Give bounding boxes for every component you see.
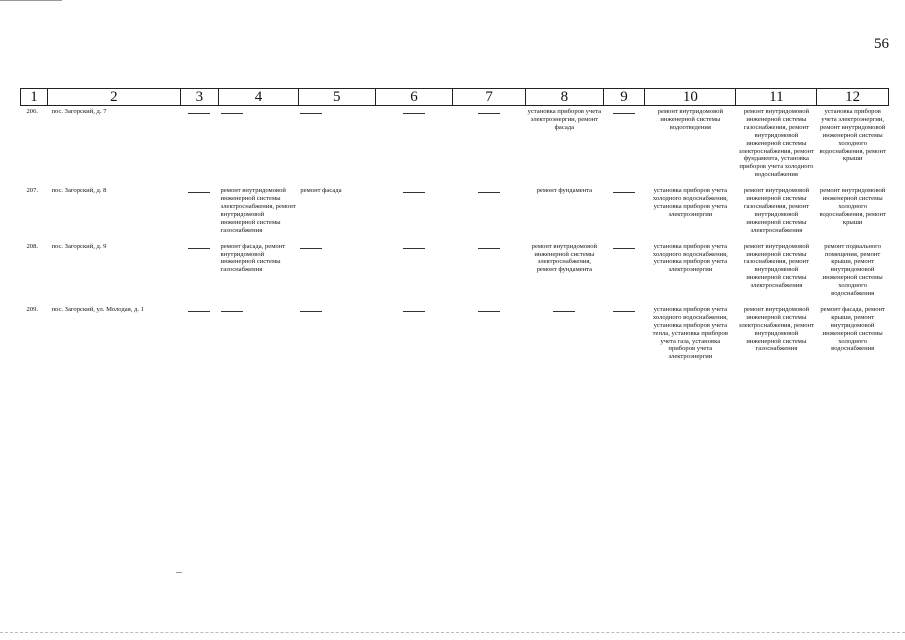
dash-mark bbox=[403, 192, 425, 193]
dash-mark bbox=[478, 248, 500, 249]
column-header-1: 1 bbox=[21, 89, 48, 106]
empty-cell bbox=[298, 304, 375, 367]
column-header-11: 11 bbox=[736, 89, 817, 106]
dash-mark bbox=[478, 113, 500, 114]
empty-cell bbox=[453, 106, 526, 186]
address-cell: пос. Загорский, ул. Молодая, д. 1 bbox=[51, 305, 144, 313]
empty-cell bbox=[453, 304, 526, 367]
work-cell: ремонт внутридомовой инженерной системы водоотведения bbox=[657, 108, 724, 131]
empty-cell bbox=[180, 185, 218, 240]
row-number: 206. bbox=[26, 108, 39, 115]
dash-mark bbox=[478, 311, 500, 312]
dash-mark bbox=[188, 192, 210, 193]
column-header-6: 6 bbox=[375, 89, 453, 106]
column-header-10: 10 bbox=[645, 89, 736, 106]
empty-cell bbox=[219, 106, 299, 186]
dash-mark bbox=[478, 192, 500, 193]
dash-mark bbox=[188, 113, 210, 114]
work-cell: ремонт фасада bbox=[300, 187, 342, 195]
table-row bbox=[21, 185, 889, 240]
column-header-8: 8 bbox=[525, 89, 603, 106]
row-number: 209. bbox=[26, 305, 39, 313]
empty-cell bbox=[375, 304, 453, 367]
dash-mark bbox=[300, 311, 322, 312]
address-cell: пос. Загорский, д. 7 bbox=[51, 108, 107, 115]
empty-cell bbox=[603, 106, 644, 186]
dash-mark bbox=[221, 311, 243, 312]
empty-cell bbox=[453, 185, 526, 240]
column-header-3: 3 bbox=[180, 89, 218, 106]
empty-cell bbox=[375, 185, 453, 240]
empty-cell bbox=[375, 106, 453, 186]
work-cell: ремонт внутридомовой инженерной системы холодного водоснабжения, ремонт крыши bbox=[819, 187, 886, 226]
dash-mark bbox=[613, 113, 635, 114]
top-rule bbox=[0, 0, 62, 1]
work-cell: ремонт внутридомовой инженерной системы газоснабжения, ремонт внутридомовой инженерной системы электроснабжения bbox=[743, 242, 810, 290]
empty-cell bbox=[603, 241, 644, 304]
column-header-7: 7 bbox=[453, 89, 526, 106]
empty-cell bbox=[219, 304, 299, 367]
empty-cell bbox=[603, 185, 644, 240]
dash-mark bbox=[221, 113, 243, 114]
column-header-2: 2 bbox=[47, 89, 180, 106]
dash-mark bbox=[403, 248, 425, 249]
empty-cell bbox=[453, 241, 526, 304]
dash-mark bbox=[613, 192, 635, 193]
empty-cell bbox=[375, 241, 453, 304]
bottom-rule bbox=[0, 632, 905, 633]
empty-cell bbox=[525, 304, 603, 367]
dash-mark bbox=[403, 113, 425, 114]
work-cell: ремонт внутридомовой инженерной системы электроснабжения, ремонт внутридомовой инженерной системы газоснабжения bbox=[738, 305, 814, 353]
dash-mark bbox=[300, 248, 322, 249]
work-cell: ремонт внутридомовой инженерной системы газоснабжения, ремонт внутридомовой инженерной системы электроснабжения, ремонт фундамента, установка приборов учета холодного водоснабжения bbox=[738, 108, 814, 179]
work-cell: ремонт фундамента bbox=[536, 187, 593, 195]
work-cell: ремонт фасада, ремонт внутридомовой инженерной системы газоснабжения bbox=[220, 242, 286, 274]
empty-cell bbox=[298, 241, 375, 304]
work-cell: ремонт внутридомовой инженерной системы электроснабжения, ремонт фундамента bbox=[531, 242, 598, 274]
work-cell: установка приборов учета холодного водоснабжения, установка приборов учета электроэнергии bbox=[652, 242, 728, 274]
column-header-12: 12 bbox=[817, 89, 889, 106]
table-row bbox=[21, 304, 889, 367]
column-header-5: 5 bbox=[298, 89, 375, 106]
empty-cell bbox=[603, 304, 644, 367]
works-table bbox=[20, 88, 889, 367]
work-cell: установка приборов учета электроэнергии, ремонт фасада bbox=[527, 108, 602, 131]
dash-mark bbox=[613, 248, 635, 249]
work-cell: ремонт внутридомовой инженерной системы электроснабжения, ремонт внутридомовой инженерной системы газоснабжения bbox=[220, 187, 296, 234]
work-cell: установка приборов учета холодного водоснабжения, установка приборов учета тепла, установка приборов учета газа, установка приборов учета электроэнергии bbox=[652, 305, 728, 361]
work-cell: установка приборов учета электроэнергии, ремонт внутридомовой инженерной системы холодного водоснабжения, ремонт крыши bbox=[819, 108, 886, 163]
work-cell: ремонт фасада, ремонт крыши, ремонт внутридомовой инженерной системы холодного водоснабжения bbox=[820, 305, 885, 353]
work-cell: ремонт подвального помещения, ремонт крыши, ремонт внутридомовой инженерной системы холодного водоснабжения bbox=[822, 242, 883, 298]
header-row bbox=[21, 89, 889, 106]
dash-mark bbox=[188, 248, 210, 249]
empty-cell bbox=[298, 106, 375, 186]
dash-mark bbox=[613, 311, 635, 312]
column-header-9: 9 bbox=[603, 89, 644, 106]
row-number: 208. bbox=[26, 242, 39, 250]
empty-cell bbox=[180, 106, 218, 186]
dash-mark bbox=[403, 311, 425, 312]
table-row bbox=[21, 106, 889, 186]
work-cell: установка приборов учета холодного водоснабжения, установка приборов учета электроэнергии bbox=[652, 187, 728, 218]
page-number: 56 bbox=[874, 36, 889, 52]
empty-cell bbox=[180, 241, 218, 304]
column-header-4: 4 bbox=[219, 89, 299, 106]
table-row bbox=[21, 241, 889, 304]
empty-cell bbox=[180, 304, 218, 367]
dash-mark bbox=[188, 311, 210, 312]
work-cell: ремонт внутридомовой инженерной системы газоснабжения, ремонт внутридомовой инженерной системы электроснабжения bbox=[743, 187, 810, 234]
address-cell: пос. Загорский, д. 8 bbox=[51, 187, 107, 195]
row-number: 207. bbox=[26, 187, 39, 195]
scan-mark bbox=[176, 572, 182, 573]
dash-mark bbox=[300, 113, 322, 114]
dash-mark bbox=[553, 311, 575, 312]
address-cell: пос. Загорский, д. 9 bbox=[51, 242, 107, 250]
